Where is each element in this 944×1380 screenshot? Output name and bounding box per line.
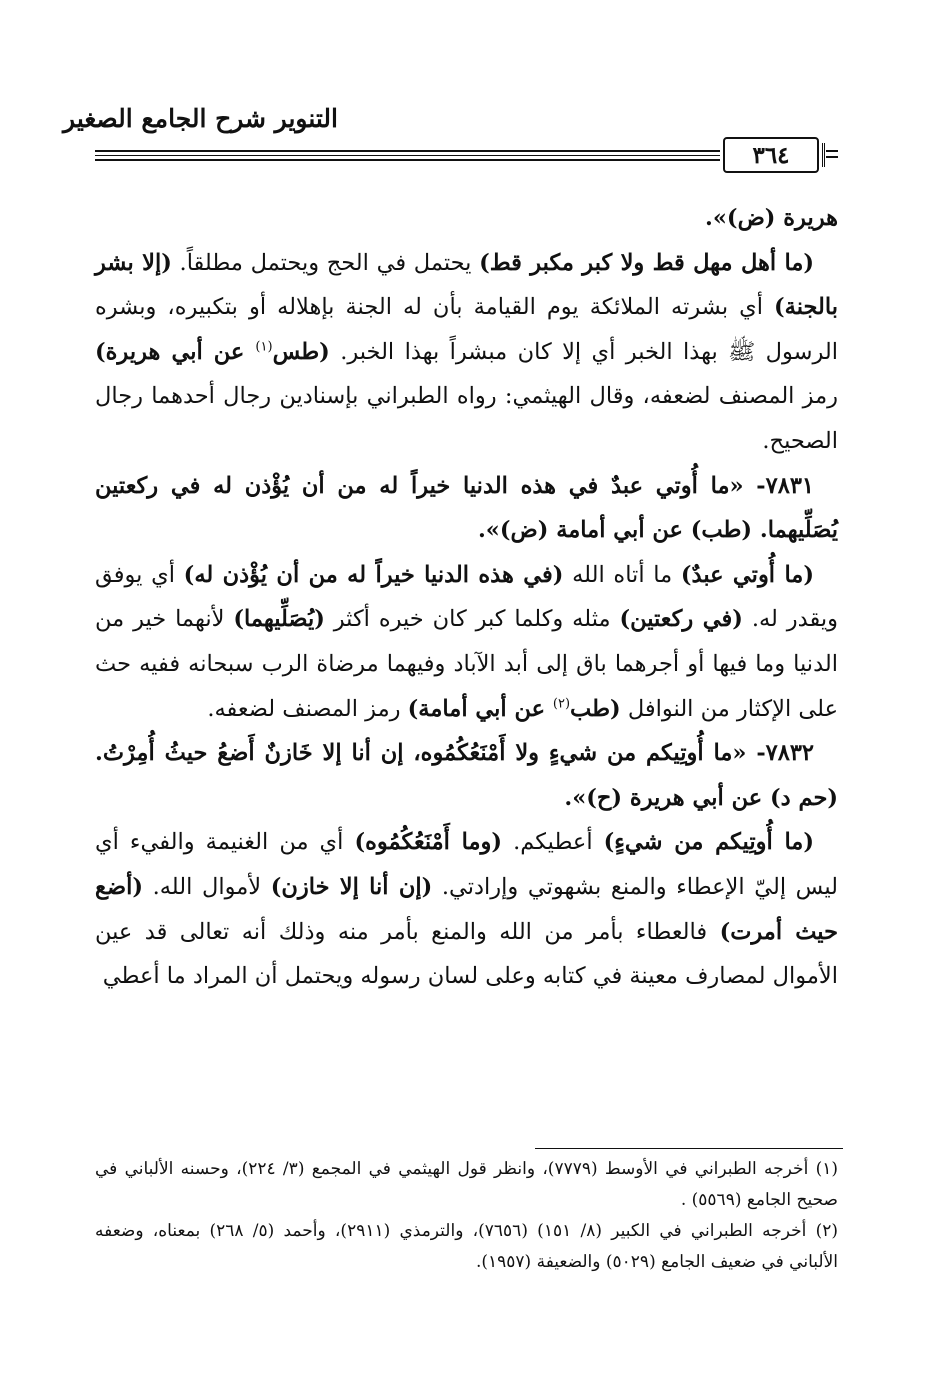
hadith-text: ٧٨٣٢- «ما أُوتِيكم من شيءٍ ولا أَمْنَعُكُمُوه، إن أنا إلا خَازنٌ أَضعُ حيثُ أُمِرْتُ. (حم د) عن أبي هريرة (ح)». [95,740,838,811]
hadith-quote: (يُصَلِّيهما) [233,606,325,633]
hadith-quote: (أضع حيث أمرت) [95,873,838,945]
source-ref: (طب [570,695,621,722]
text-run: فالعطاء بأمر من الله والمنع بأمر منه وذلك أنه تعالى قد عين الأموال لمصارف معينة في كتابه وعلى لسان رسوله ويحتمل أن المراد ما أعطي [95,918,838,990]
header-rule [95,150,720,162]
text-run: يحتمل في الحج ويحتمل مطلقاً. [171,249,480,276]
footnotes [95,1154,838,1278]
hadith-quote: (إن أنا إلا خازن) [270,873,433,900]
text-run: ما أتاه الله [563,561,681,588]
hadith-quote: (وما أَمْنَعُكُمُوه) [354,829,503,856]
hadith-7831 [95,464,838,553]
footnote-1: (١) أخرجه الطبراني في الأوسط (٧٧٧٩)، وانظر قول الهيثمي في المجمع (٣/ ٢٢٤)، وحسنه الألباني في صحيح الجامع (٥٥٦٩) . [95,1159,838,1210]
main-text [95,196,838,999]
running-header-title: التنوير شرح الجامع الصغير [63,104,338,133]
text-run: رمز المصنف لضعفه. [207,695,408,722]
paragraph-continuation [95,196,838,241]
text-run: هريرة (ض)». [705,205,838,231]
hadith-7832 [95,731,838,820]
text-run: مثله وكلما كبر كان خيره أكثر [324,606,620,633]
text-run: أي يوفق ويقدر له. [95,561,838,633]
header-rule-end [826,150,838,160]
footnote-marker: (٢) [552,696,571,712]
source-ref: عن أبي هريرة) [95,338,256,365]
source-ref: عن أبي أمامة) [407,695,553,722]
hadith-quote: (في هذه الدنيا خيراً له من أن يُؤْذن له) [183,561,564,588]
hadith-quote: (ما أُوتِيكم من شيءٍ) [603,829,814,856]
footnote-2: (٢) أخرجه الطبراني في الكبير (٨/ ١٥١) (٧٦٥٦)، والترمذي (٢٩١١)، وأحمد (٥/ ٢٦٨) بمعناه، وضعفه الألباني في ضعيف الجامع (٥٠٢٩) والضعيفة (١٩٥٧). [95,1221,838,1272]
commentary-paragraph-3 [95,820,838,998]
hadith-quote: (ما أُوتي عبدٌ) [680,561,814,588]
text-run: أعطيكم. [502,829,604,856]
footnote-separator [535,1148,843,1149]
hadith-quote: (ما أهل مهل قط ولا كبر مكبر قط) [479,249,815,276]
source-ref: (طس [272,338,330,365]
page-number [723,137,819,173]
footnote-marker: (١) [255,339,273,355]
text-run: لأموال الله. [142,873,271,900]
commentary-paragraph-2 [95,553,838,731]
commentary-paragraph-1 [95,241,838,464]
text-run: رمز المصنف لضعفه، وقال الهيثمي: رواه الطبراني بإسنادين رجال أحدهما رجال الصحيح. [95,383,838,454]
page-number-text: ٣٦٤ [752,141,790,169]
hadith-quote: (إلا بشر بالجنة) [95,249,838,321]
text-run: أي بشرته الملائكة يوم القيامة بأن له الجنة بإهلاله أو بتكبيره، وبشره الرسول ﷺ بهذا الخبر أي إلا كان مبشراً بهذا الخبر. [95,294,839,365]
hadith-quote: (في ركعتين) [619,606,743,633]
text-run: لأنهما خير من الدنيا وما فيها أو أجرهما باق إلى أبد الآباد وفيهما مرضاة الرب سبحانه ففيه حث على الإكثار من النوافل [95,606,838,722]
hadith-text: ٧٨٣١- «ما أُوتي عبدٌ في هذه الدنيا خيراً له من أن يُؤْذن له في ركعتين يُصَلِّيهما. (طب) عن أبي أمامة (ض)». [95,472,838,544]
text-run: أي من الغنيمة والفيء أي ليس إليّ الإعطاء والمنع بشهوتي وإرادتي. [95,829,839,900]
